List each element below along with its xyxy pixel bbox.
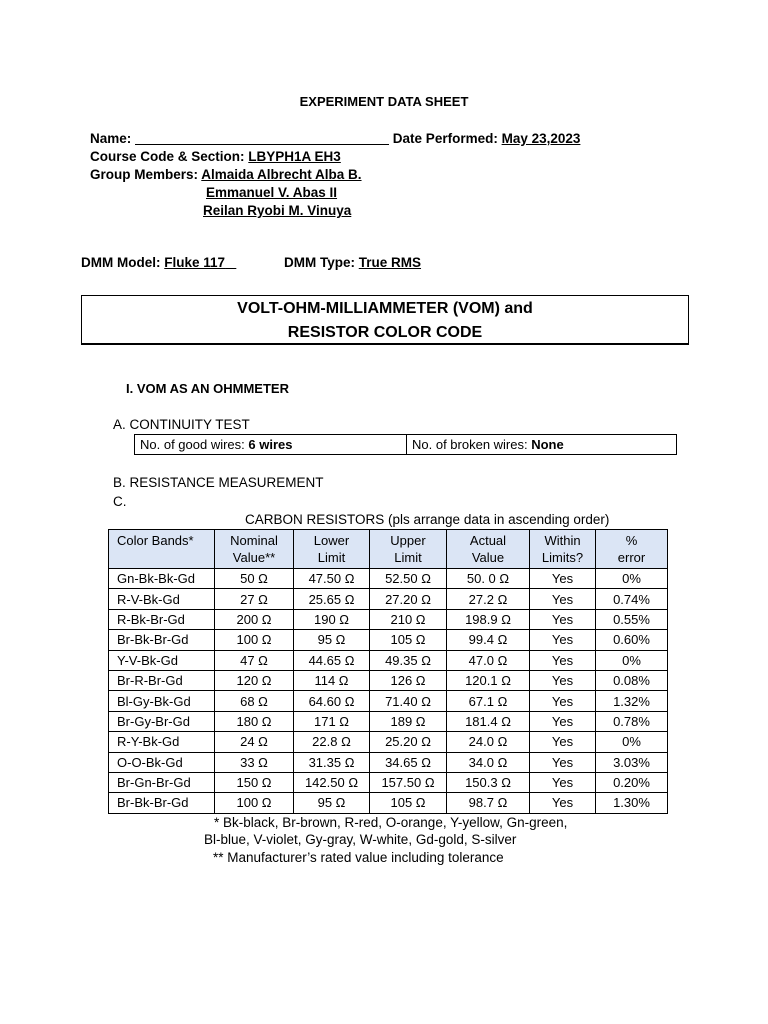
good-wires-label: No. of good wires: — [140, 437, 249, 452]
cell-color-bands: O-O-Bk-Gd — [109, 752, 215, 772]
cell-within-limits: Yes — [530, 711, 596, 731]
col-header-lower: Lower Limit — [294, 530, 370, 569]
note-manufacturer: ** Manufacturer’s rated value including tolerance — [213, 850, 504, 865]
table-row — [109, 711, 668, 731]
cell-nominal: 150 Ω — [215, 772, 294, 792]
cell-percent-error: 1.32% — [596, 691, 668, 711]
cell-percent-error: 0.55% — [596, 609, 668, 629]
cell-percent-error: 1.30% — [596, 793, 668, 813]
member-3: Reilan Ryobi M. Vinuya — [203, 203, 352, 218]
table-row — [109, 630, 668, 650]
cell-actual: 120.1 Ω — [447, 670, 530, 690]
cell-percent-error: 0.74% — [596, 589, 668, 609]
cell-upper-limit: 27.20 Ω — [370, 589, 447, 609]
continuity-table — [134, 434, 677, 455]
cell-percent-error: 0% — [596, 732, 668, 752]
cell-within-limits: Yes — [530, 732, 596, 752]
dmm-model-line — [81, 255, 236, 270]
table-row — [109, 650, 668, 670]
cell-within-limits: Yes — [530, 589, 596, 609]
cell-actual: 150.3 Ω — [447, 772, 530, 792]
cell-percent-error: 0.60% — [596, 630, 668, 650]
cell-color-bands: R-Y-Bk-Gd — [109, 732, 215, 752]
resistor-table — [108, 529, 668, 814]
col-header-color-bands: Color Bands* — [109, 530, 215, 569]
cell-nominal: 68 Ω — [215, 691, 294, 711]
cell-actual: 98.7 Ω — [447, 793, 530, 813]
cell-actual: 50. 0 Ω — [447, 569, 530, 589]
cell-within-limits: Yes — [530, 793, 596, 813]
cell-nominal: 120 Ω — [215, 670, 294, 690]
cell-lower-limit: 22.8 Ω — [294, 732, 370, 752]
broken-wires-cell — [407, 435, 677, 455]
name-field[interactable] — [135, 131, 389, 145]
table-row — [109, 589, 668, 609]
cell-color-bands: Bl-Gy-Bk-Gd — [109, 691, 215, 711]
members-label: Group Members: — [90, 167, 199, 182]
name-line — [90, 131, 580, 146]
cell-within-limits: Yes — [530, 650, 596, 670]
cell-within-limits: Yes — [530, 691, 596, 711]
cell-lower-limit: 114 Ω — [294, 670, 370, 690]
table-row — [109, 732, 668, 752]
cell-nominal: 27 Ω — [215, 589, 294, 609]
good-wires-cell — [135, 435, 407, 455]
title-line-2: RESISTOR COLOR CODE — [287, 324, 483, 341]
broken-wires-label: No. of broken wires: — [412, 437, 532, 452]
note-color-legend-2: Bl-blue, V-violet, Gy-gray, W-white, Gd-gold, S-silver — [204, 832, 517, 847]
cell-color-bands: Br-R-Br-Gd — [109, 670, 215, 690]
section-1-heading: I. VOM AS AN OHMMETER — [126, 381, 289, 396]
cell-upper-limit: 49.35 Ω — [370, 650, 447, 670]
cell-nominal: 200 Ω — [215, 609, 294, 629]
cell-nominal: 180 Ω — [215, 711, 294, 731]
cell-actual: 181.4 Ω — [447, 711, 530, 731]
cell-lower-limit: 25.65 Ω — [294, 589, 370, 609]
member-2: Emmanuel V. Abas II — [206, 185, 338, 200]
dmm-model-label: DMM Model: — [81, 255, 161, 270]
table-header-row — [109, 530, 668, 569]
cell-nominal: 47 Ω — [215, 650, 294, 670]
cell-actual: 27.2 Ω — [447, 589, 530, 609]
cell-color-bands: Br-Gy-Br-Gd — [109, 711, 215, 731]
cell-within-limits: Yes — [530, 772, 596, 792]
cell-percent-error: 0.20% — [596, 772, 668, 792]
cell-upper-limit: 126 Ω — [370, 670, 447, 690]
cell-upper-limit: 71.40 Ω — [370, 691, 447, 711]
col-header-nominal: Nominal Value** — [215, 530, 294, 569]
cell-upper-limit: 52.50 Ω — [370, 569, 447, 589]
cell-nominal: 24 Ω — [215, 732, 294, 752]
cell-lower-limit: 44.65 Ω — [294, 650, 370, 670]
dmm-type-line — [284, 255, 421, 270]
cell-actual: 47.0 Ω — [447, 650, 530, 670]
course-value: LBYPH1A EH3 — [248, 149, 341, 164]
cell-within-limits: Yes — [530, 752, 596, 772]
cell-nominal: 33 Ω — [215, 752, 294, 772]
cell-nominal: 50 Ω — [215, 569, 294, 589]
broken-wires-value: None — [531, 437, 564, 452]
table-row — [109, 670, 668, 690]
cell-upper-limit: 189 Ω — [370, 711, 447, 731]
cell-within-limits: Yes — [530, 569, 596, 589]
member-1: Almaida Albrecht Alba B. — [201, 167, 362, 182]
table-caption: CARBON RESISTORS (pls arrange data in ascending order) — [245, 512, 610, 527]
cell-percent-error: 0% — [596, 650, 668, 670]
cell-upper-limit: 157.50 Ω — [370, 772, 447, 792]
members-line — [90, 167, 362, 182]
cell-actual: 67.1 Ω — [447, 691, 530, 711]
resistance-heading: B. RESISTANCE MEASUREMENT — [113, 475, 324, 490]
cell-upper-limit: 105 Ω — [370, 793, 447, 813]
cell-actual: 34.0 Ω — [447, 752, 530, 772]
date-value: May 23,2023 — [501, 131, 581, 146]
table-row — [109, 609, 668, 629]
course-line — [90, 149, 341, 164]
cell-color-bands: R-Bk-Br-Gd — [109, 609, 215, 629]
cell-color-bands: Gn-Bk-Bk-Gd — [109, 569, 215, 589]
col-header-within: Within Limits? — [530, 530, 596, 569]
course-label: Course Code & Section: — [90, 149, 245, 164]
cell-lower-limit: 95 Ω — [294, 793, 370, 813]
cell-color-bands: Y-V-Bk-Gd — [109, 650, 215, 670]
cell-color-bands: Br-Bk-Br-Gd — [109, 793, 215, 813]
date-label: Date Performed: — [392, 131, 498, 146]
cell-lower-limit: 171 Ω — [294, 711, 370, 731]
section-c-heading: C. — [113, 494, 127, 509]
dmm-model-value: Fluke 117 — [164, 255, 226, 270]
table-row — [109, 691, 668, 711]
cell-nominal: 100 Ω — [215, 630, 294, 650]
note-color-legend-1: * Bk-black, Br-brown, R-red, O-orange, Y-yellow, Gn-green, — [214, 815, 568, 830]
table-row — [109, 569, 668, 589]
cell-within-limits: Yes — [530, 609, 596, 629]
cell-color-bands: Br-Gn-Br-Gd — [109, 772, 215, 792]
col-header-actual: Actual Value — [447, 530, 530, 569]
cell-actual: 99.4 Ω — [447, 630, 530, 650]
cell-lower-limit: 47.50 Ω — [294, 569, 370, 589]
cell-actual: 24.0 Ω — [447, 732, 530, 752]
cell-color-bands: R-V-Bk-Gd — [109, 589, 215, 609]
table-row — [109, 793, 668, 813]
dmm-type-value: True RMS — [358, 255, 422, 270]
cell-lower-limit: 142.50 Ω — [294, 772, 370, 792]
name-label: Name: — [90, 131, 132, 146]
title-box — [81, 295, 689, 345]
cell-lower-limit: 31.35 Ω — [294, 752, 370, 772]
cell-upper-limit: 210 Ω — [370, 609, 447, 629]
sheet-title: EXPERIMENT DATA SHEET — [299, 94, 469, 109]
cell-within-limits: Yes — [530, 630, 596, 650]
continuity-heading: A. CONTINUITY TEST — [113, 417, 250, 432]
cell-percent-error: 0.08% — [596, 670, 668, 690]
cell-color-bands: Br-Bk-Br-Gd — [109, 630, 215, 650]
good-wires-value: 6 wires — [248, 437, 293, 452]
cell-within-limits: Yes — [530, 670, 596, 690]
col-header-error: % error — [596, 530, 668, 569]
cell-percent-error: 0% — [596, 569, 668, 589]
cell-upper-limit: 34.65 Ω — [370, 752, 447, 772]
cell-lower-limit: 95 Ω — [294, 630, 370, 650]
cell-nominal: 100 Ω — [215, 793, 294, 813]
dmm-type-label: DMM Type: — [284, 255, 355, 270]
cell-percent-error: 3.03% — [596, 752, 668, 772]
cell-upper-limit: 105 Ω — [370, 630, 447, 650]
table-row — [109, 752, 668, 772]
cell-lower-limit: 190 Ω — [294, 609, 370, 629]
title-line-1: VOLT-OHM-MILLIAMMETER (VOM) and — [237, 300, 533, 317]
cell-upper-limit: 25.20 Ω — [370, 732, 447, 752]
table-row — [109, 772, 668, 792]
cell-lower-limit: 64.60 Ω — [294, 691, 370, 711]
cell-percent-error: 0.78% — [596, 711, 668, 731]
col-header-upper: Upper Limit — [370, 530, 447, 569]
cell-actual: 198.9 Ω — [447, 609, 530, 629]
